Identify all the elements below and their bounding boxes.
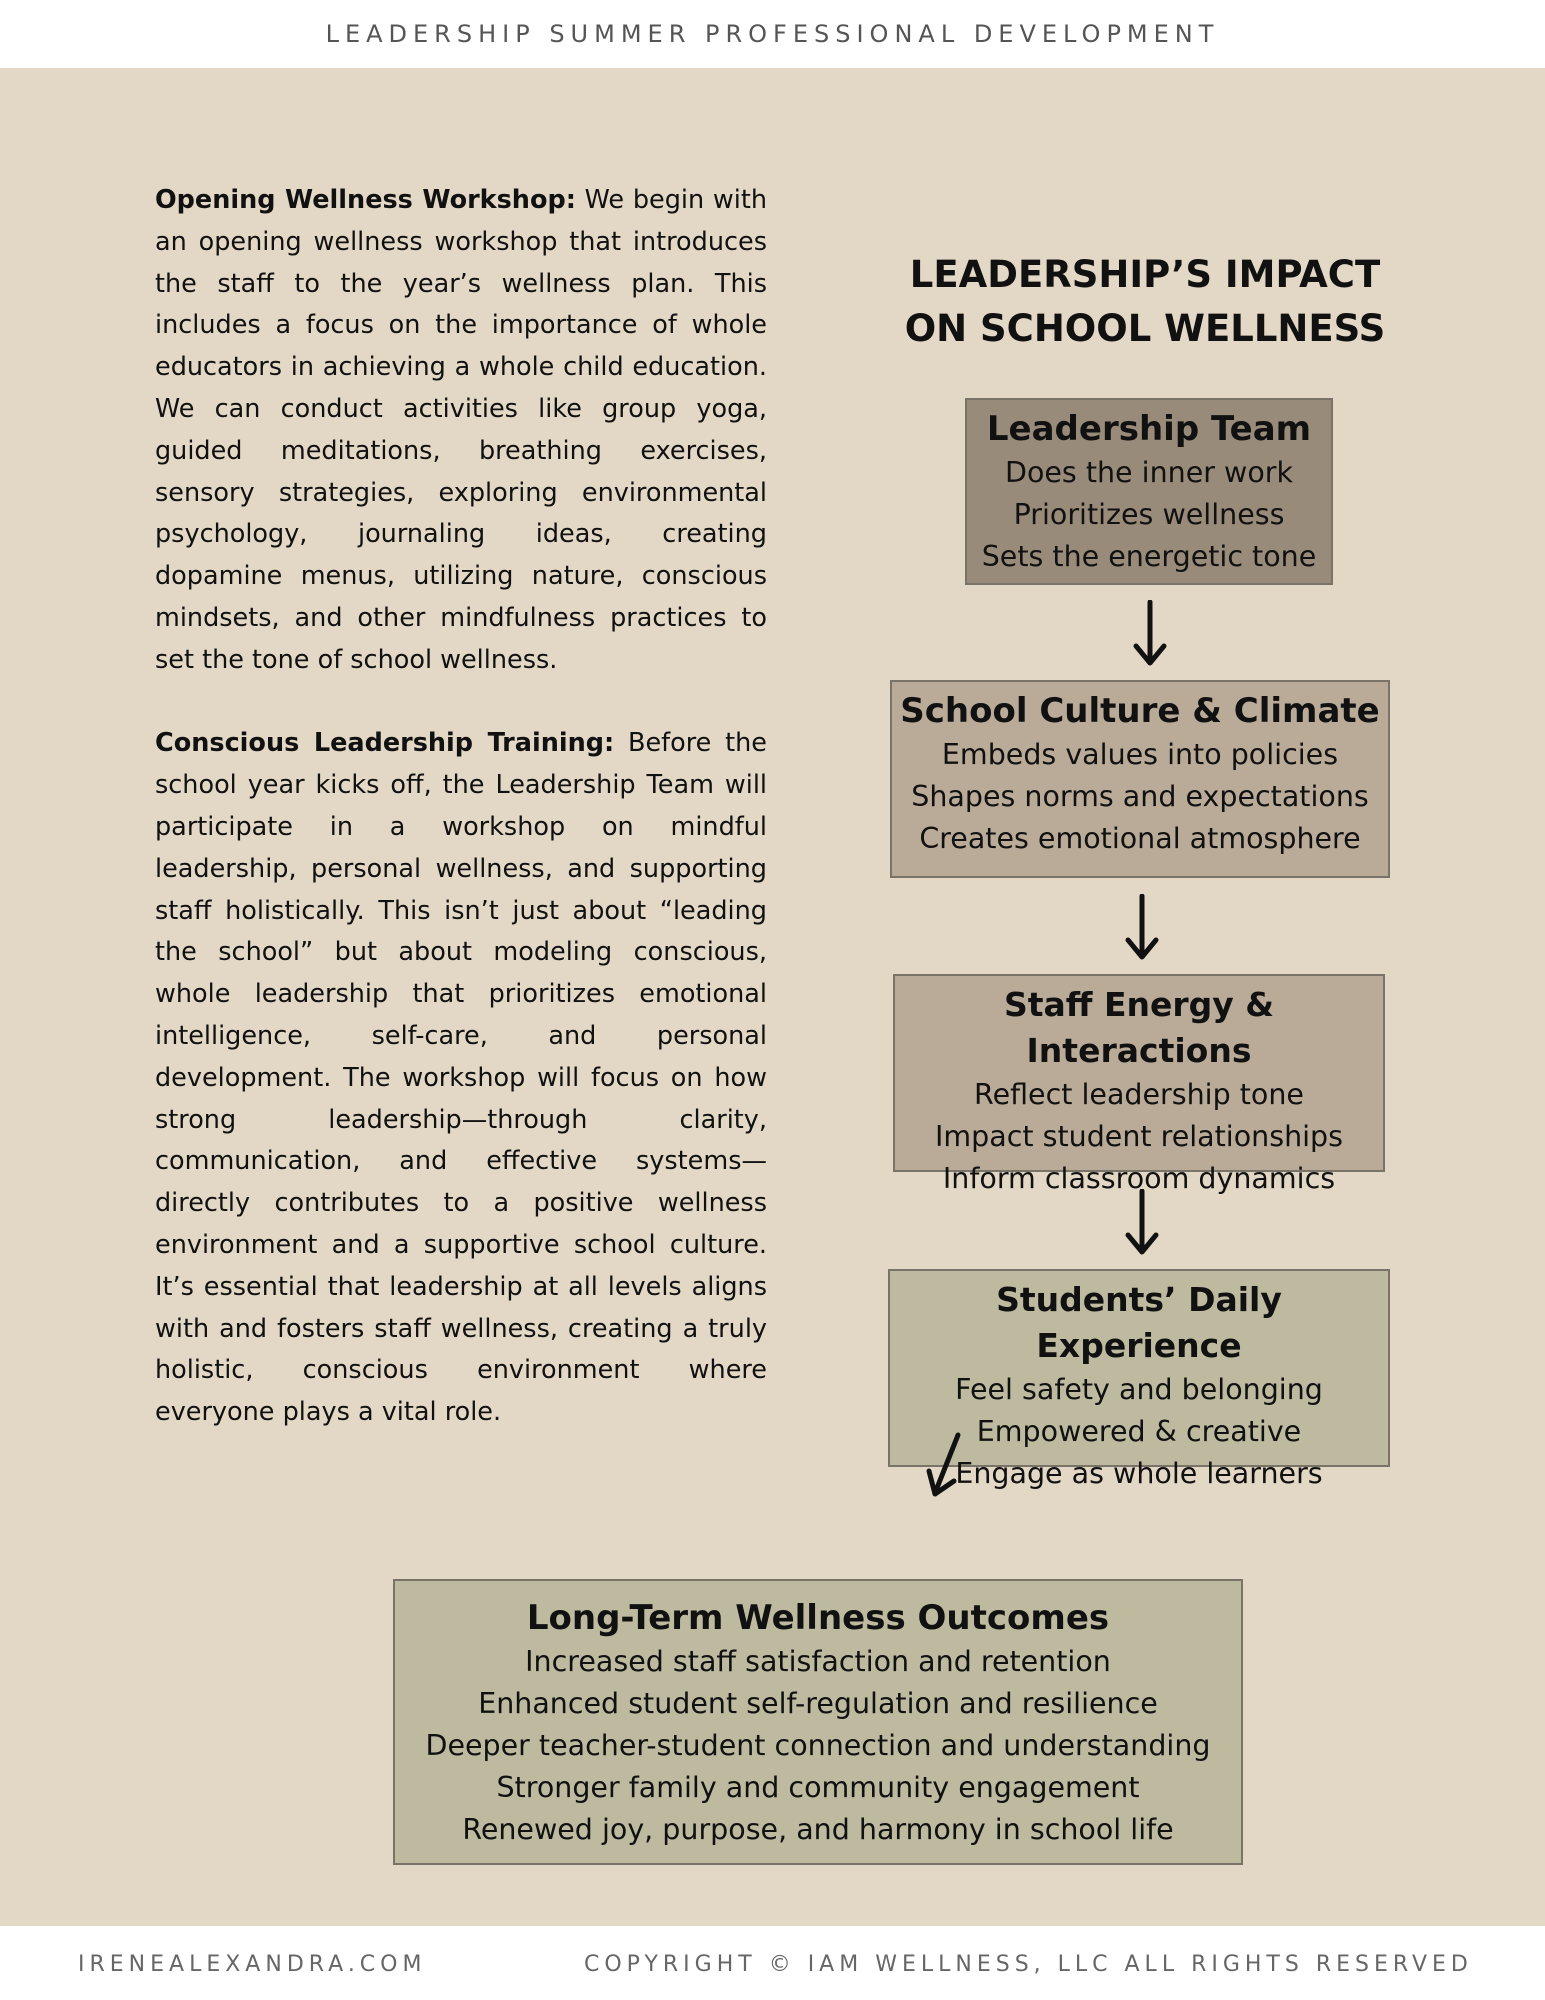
box-line: Engage as whole learners (955, 1457, 1323, 1490)
paragraph-heading: Opening Wellness Workshop: (155, 185, 576, 215)
footer-website: IRENEALEXANDRA.COM (78, 1952, 427, 1977)
diagram-title-line: LEADERSHIP’S IMPACT (909, 253, 1381, 296)
header-title: LEADERSHIP SUMMER PROFESSIONAL DEVELOPMENT (325, 20, 1220, 48)
flow-box-leadership-team (965, 398, 1333, 585)
box-line: Creates emotional atmosphere (919, 822, 1361, 855)
paragraph-heading: Conscious Leadership Training: (155, 728, 615, 759)
box-line: Stronger family and community engagement (496, 1771, 1140, 1804)
flow-box-long-term-outcomes (393, 1579, 1243, 1865)
body-text-column (155, 180, 767, 1476)
paragraph-conscious-leadership (155, 723, 767, 1434)
box-line: Feel safety and belonging (955, 1373, 1323, 1406)
box-line: Impact student relationships (934, 1120, 1343, 1153)
box-line: Enhanced student self-regulation and resilience (478, 1687, 1158, 1720)
box-title: Long-Term Wellness Outcomes (526, 1598, 1110, 1638)
box-line: Inform classroom dynamics (942, 1162, 1336, 1195)
flow-box-staff-energy (893, 974, 1385, 1195)
arrow-down-icon (1122, 894, 1162, 962)
box-line: Deeper teacher-student connection and understanding (425, 1729, 1211, 1762)
flow-box-school-culture (890, 680, 1390, 878)
box-line: Does the inner work (1005, 456, 1293, 489)
diagram-title (880, 248, 1410, 356)
arrow-down-left-icon (922, 1431, 972, 1501)
box-title: Staff Energy & Interactions (1003, 985, 1275, 1070)
footer-copyright: COPYRIGHT © IAM WELLNESS, LLC ALL RIGHTS RESERVED (584, 1952, 1473, 1977)
page-header (0, 0, 1545, 68)
box-title: Students’ Daily Experience (996, 1280, 1282, 1365)
box-line: Prioritizes wellness (1013, 498, 1285, 531)
box-line: Shapes norms and expectations (911, 780, 1369, 813)
box-title: School Culture & Climate (900, 691, 1380, 731)
box-line: Empowered & creative (976, 1415, 1302, 1448)
arrow-down-icon (1122, 1189, 1162, 1257)
paragraph-body: We begin with an opening wellness workshop that introduces the staff to the year’s wellness plan. This includes a focus on the importance of whole educators in achieving a whole child education. We can conduct activities like group yoga, guided meditations, breathing exercises, sensory strategies, exploring environmental psychology, journaling ideas, creating dopamine menus, utilizing nature, conscious mindsets, and other mindfulness practices to set the tone of school wellness. (155, 185, 767, 675)
box-title: Leadership Team (986, 409, 1312, 449)
box-line: Reflect leadership tone (974, 1078, 1304, 1111)
paragraph-opening-wellness (155, 180, 767, 682)
page-footer (0, 1926, 1545, 2000)
arrow-down-icon (1130, 600, 1170, 668)
box-line: Renewed joy, purpose, and harmony in school life (462, 1813, 1174, 1846)
box-line: Embeds values into policies (941, 738, 1339, 771)
paragraph-body: Before the school year kicks off, the Leadership Team will participate in a workshop on mindful leadership, personal wellness, and supporting staff holistically. This isn’t just about “leading the school” but about modeling conscious, whole leadership that prioritizes emotional intelligence, self-care, and personal development. The workshop will focus on how strong leadership—through clarity, communication, and effective systems—directly contributes to a positive wellness environment and a supportive school culture. It’s essential that leadership at all levels aligns with and fosters staff wellness, creating a truly holistic, conscious environment where everyone plays a vital role. (155, 728, 767, 1428)
main-content (0, 68, 1545, 1926)
box-line: Increased staff satisfaction and retention (525, 1645, 1111, 1678)
box-line: Sets the energetic tone (981, 540, 1317, 573)
diagram-title-line: ON SCHOOL WELLNESS (904, 307, 1386, 350)
